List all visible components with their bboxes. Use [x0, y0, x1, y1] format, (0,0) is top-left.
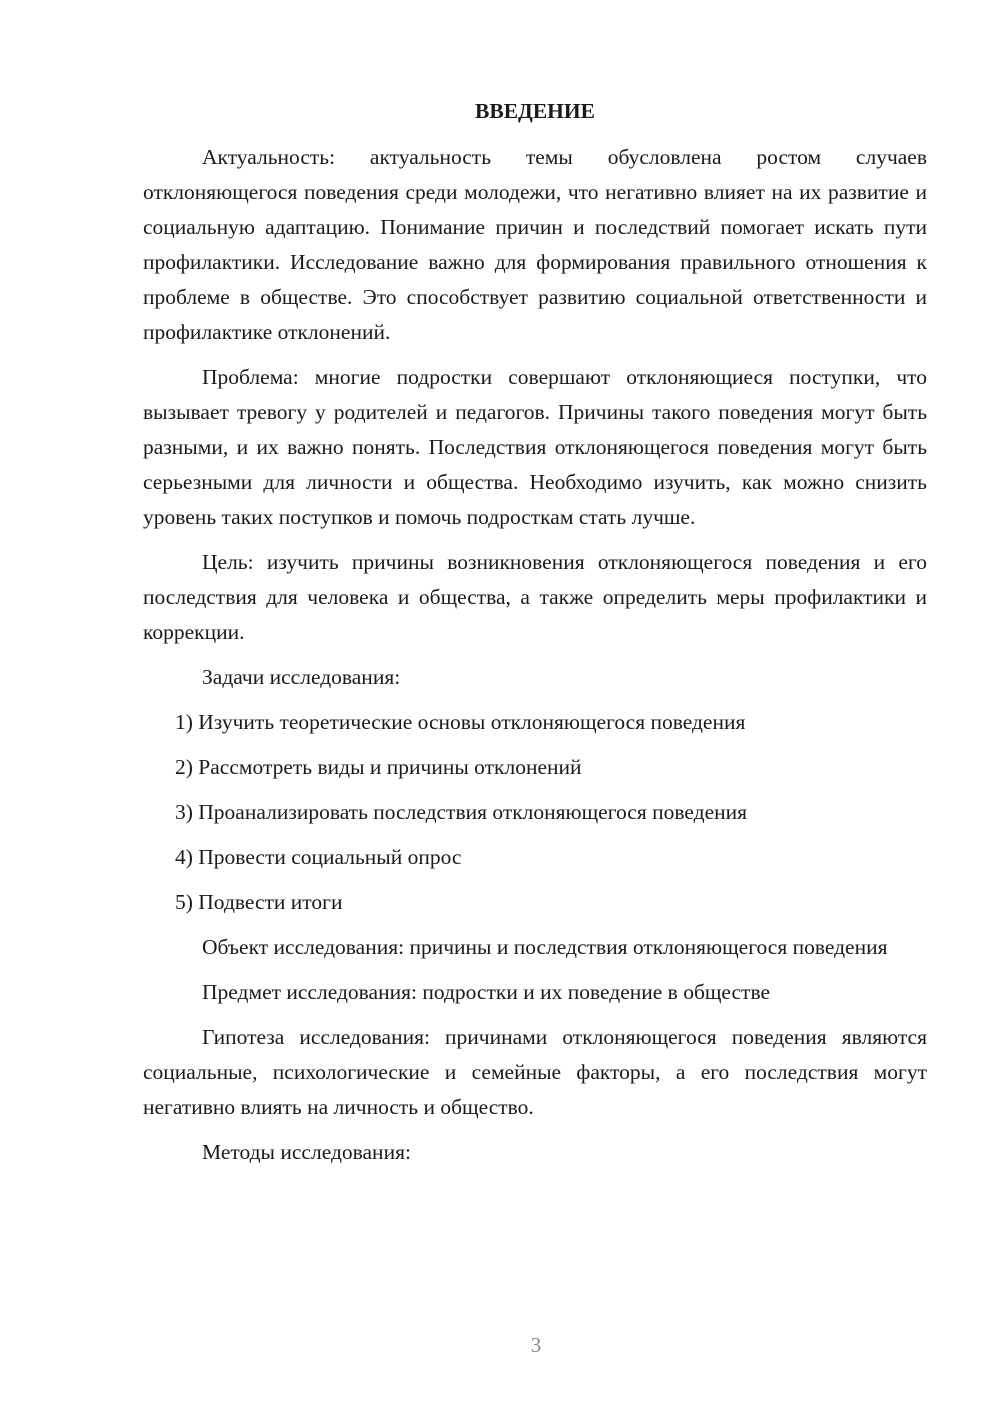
task-item-5: 5) Подвести итоги: [175, 890, 343, 914]
document-page: [143, 96, 927, 1180]
page-title: ВВЕДЕНИЕ: [475, 99, 595, 123]
task-item-2: 2) Рассмотреть виды и причины отклонений: [175, 755, 582, 779]
tasks-heading: Задачи исследования:: [202, 665, 401, 689]
page-number: 3: [530, 1333, 542, 1357]
task-item-1: 1) Изучить теоретические основы отклоняющегося поведения: [175, 710, 746, 734]
task-item-4: 4) Провести социальный опрос: [175, 845, 462, 869]
tasks-list: [143, 705, 927, 920]
relevance-paragraph: Актуальность: актуальность темы обусловлена ростом случаев отклоняющегося поведения среди молодежи, что негативно влияет на их развитие и социальную адаптацию. Понимание причин и последствий помогает искать пути профилактики. Исследование важно для формирования правильного отношения к проблеме в обществе. Это способствует развитию социальной ответственности и профилактике отклонений.: [143, 145, 927, 344]
goal-paragraph: Цель: изучить причины возникновения отклоняющегося поведения и его последствия для человека и общества, а также определить меры профилактики и коррекции.: [143, 550, 927, 644]
object-paragraph: Объект исследования: причины и последствия отклоняющегося поведения: [202, 935, 888, 959]
subject-paragraph: Предмет исследования: подростки и их поведение в обществе: [202, 980, 771, 1004]
methods-heading: Методы исследования:: [202, 1140, 411, 1164]
problem-paragraph: Проблема: многие подростки совершают отклоняющиеся поступки, что вызывает тревогу у родителей и педагогов. Причины такого поведения могут быть разными, и их важно понять. Последствия отклоняющегося поведения могут быть серьезными для личности и общества. Необходимо изучить, как можно снизить уровень таких поступков и помочь подросткам стать лучше.: [143, 365, 927, 529]
hypothesis-paragraph: Гипотеза исследования: причинами отклоняющегося поведения являются социальные, психологические и семейные факторы, а его последствия могут негативно влиять на личность и общество.: [143, 1025, 927, 1119]
task-item-3: 3) Проанализировать последствия отклоняющегося поведения: [175, 800, 748, 824]
